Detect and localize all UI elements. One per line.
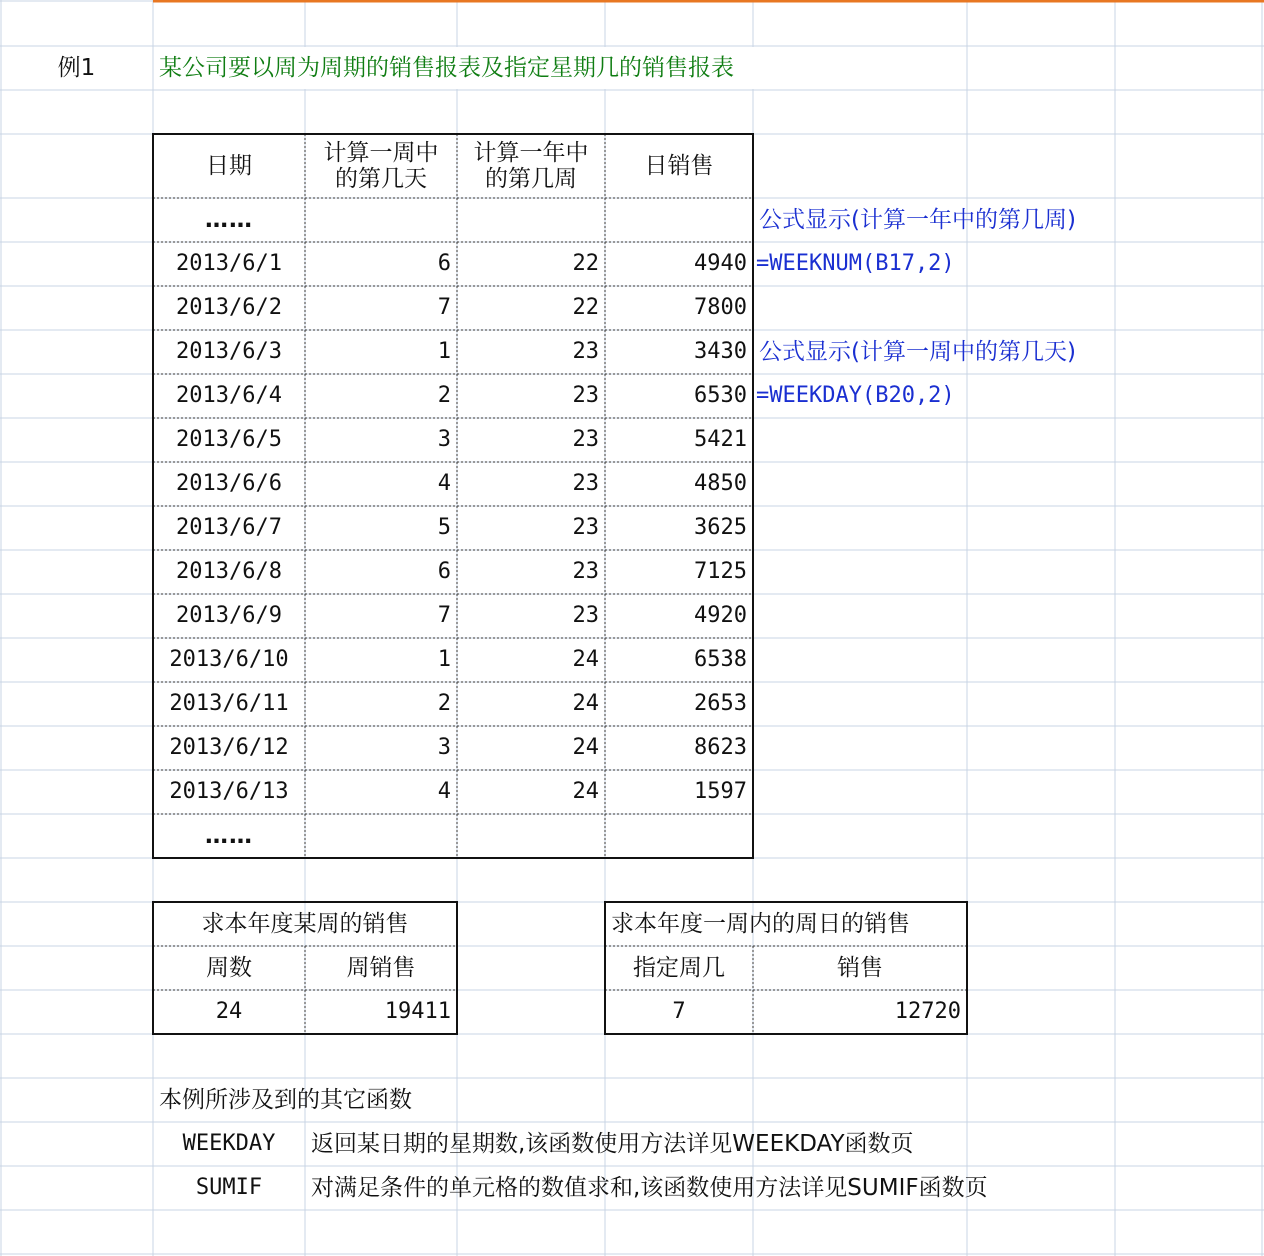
cell-sales[interactable]: 3625 (694, 515, 747, 541)
ellipsis-bottom[interactable]: …… (205, 822, 253, 849)
cell-sales[interactable]: 3430 (694, 339, 747, 365)
cell-weekday[interactable]: 6 (437, 559, 451, 585)
cell-weekday[interactable]: 1 (437, 647, 451, 673)
week-summary-sales-value[interactable]: 19411 (384, 999, 451, 1025)
cell-date[interactable]: 2013/6/8 (176, 559, 282, 585)
function-name-weekday[interactable]: WEEKDAY (182, 1131, 276, 1157)
cell-sales[interactable]: 2653 (694, 691, 747, 717)
cell-weeknum[interactable]: 22 (572, 251, 599, 277)
cell-weeknum[interactable]: 24 (572, 691, 599, 717)
header-weekday[interactable] (305, 134, 457, 198)
week-summary-title[interactable]: 求本年度某周的销售 (201, 910, 409, 937)
week-summary-week-value[interactable]: 24 (215, 999, 243, 1025)
function-name-sumif[interactable]: SUMIF (195, 1175, 263, 1201)
cell-sales[interactable]: 6530 (694, 383, 747, 409)
function-desc-sumif[interactable]: 对满足条件的单元格的数值求和,该函数使用方法详见SUMIF函数页 (311, 1174, 988, 1201)
week-summary-col-week[interactable]: 周数 (206, 954, 252, 981)
sheet-title[interactable]: 某公司要以周为周期的销售报表及指定星期几的销售报表 (159, 54, 734, 81)
cell-weekday[interactable]: 1 (437, 339, 451, 365)
cell-weeknum[interactable]: 23 (572, 559, 599, 585)
day-summary-sales-value[interactable]: 12720 (894, 999, 961, 1025)
cell-weekday[interactable]: 5 (437, 515, 451, 541)
cell-weekday[interactable]: 7 (437, 603, 451, 629)
cell-date[interactable]: 2013/6/6 (176, 471, 282, 497)
cell-sales[interactable]: 4920 (694, 603, 747, 629)
cell-sales[interactable]: 4940 (694, 251, 747, 277)
cell-weeknum[interactable]: 24 (572, 647, 599, 673)
header-sales[interactable]: 日销售 (644, 152, 714, 179)
cell-weekday[interactable]: 6 (437, 251, 451, 277)
day-summary-col-sales[interactable]: 销售 (837, 954, 883, 981)
weekday-formula[interactable]: =WEEKDAY(B20,2) (756, 383, 955, 409)
header-weekday-line1: 计算一周中 (323, 139, 439, 166)
header-date[interactable]: 日期 (206, 152, 252, 179)
header-weeknum-line1: 计算一年中 (473, 139, 589, 166)
ellipsis-top[interactable]: …… (205, 206, 253, 233)
cell-weekday[interactable]: 4 (437, 779, 451, 805)
cell-date[interactable]: 2013/6/7 (176, 515, 282, 541)
cell-date[interactable]: 2013/6/13 (169, 779, 289, 805)
header-weekday-line2: 的第几天 (335, 166, 427, 192)
week-summary-col-sales[interactable]: 周销售 (346, 954, 416, 981)
functions-heading[interactable]: 本例所涉及到的其它函数 (159, 1086, 412, 1113)
cell-date[interactable]: 2013/6/1 (176, 251, 282, 277)
cell-date[interactable]: 2013/6/3 (176, 339, 282, 365)
cell-weeknum[interactable]: 23 (572, 603, 599, 629)
cell-date[interactable]: 2013/6/12 (169, 735, 289, 761)
cell-weeknum[interactable]: 24 (572, 735, 599, 761)
cell-weeknum[interactable]: 22 (572, 295, 599, 321)
day-summary-weekday-value[interactable]: 7 (672, 999, 686, 1025)
cell-weeknum[interactable]: 23 (572, 427, 599, 453)
cell-sales[interactable]: 4850 (694, 471, 747, 497)
cell-weeknum[interactable]: 23 (572, 515, 599, 541)
header-weeknum-line2: 的第几周 (485, 166, 577, 192)
cell-weeknum[interactable]: 23 (572, 383, 599, 409)
cell-date[interactable]: 2013/6/5 (176, 427, 282, 453)
cell-date[interactable]: 2013/6/10 (169, 647, 289, 673)
cell-weekday[interactable]: 3 (437, 735, 451, 761)
cell-weeknum[interactable]: 23 (572, 339, 599, 365)
cell-sales[interactable]: 8623 (694, 735, 747, 761)
cell-date[interactable]: 2013/6/11 (169, 691, 289, 717)
cell-sales[interactable]: 6538 (694, 647, 747, 673)
weeknum-formula-caption[interactable]: 公式显示(计算一年中的第几周) (759, 206, 1076, 233)
cell-weekday[interactable]: 3 (437, 427, 451, 453)
cell-sales[interactable]: 7125 (694, 559, 747, 585)
cell-weekday[interactable]: 4 (437, 471, 451, 497)
cell-date[interactable]: 2013/6/9 (176, 603, 282, 629)
function-desc-weekday[interactable]: 返回某日期的星期数,该函数使用方法详见WEEKDAY函数页 (311, 1130, 914, 1157)
cell-date[interactable]: 2013/6/2 (176, 295, 282, 321)
weekday-formula-caption[interactable]: 公式显示(计算一周中的第几天) (759, 338, 1076, 365)
cell-weeknum[interactable]: 24 (572, 779, 599, 805)
cell-weekday[interactable]: 2 (437, 691, 451, 717)
cell-weekday[interactable]: 2 (437, 383, 451, 409)
cell-weeknum[interactable]: 23 (572, 471, 599, 497)
weeknum-formula[interactable]: =WEEKNUM(B17,2) (756, 251, 955, 277)
day-summary-col-weekday[interactable]: 指定周几 (633, 954, 725, 981)
cell-weekday[interactable]: 7 (437, 295, 451, 321)
cell-sales[interactable]: 5421 (694, 427, 747, 453)
day-summary-title[interactable]: 求本年度一周内的周日的销售 (611, 910, 910, 937)
example-label[interactable]: 例1 (57, 54, 96, 81)
cell-sales[interactable]: 7800 (694, 295, 747, 321)
header-weeknum[interactable] (457, 134, 605, 198)
cell-date[interactable]: 2013/6/4 (176, 383, 282, 409)
cell-sales[interactable]: 1597 (694, 779, 747, 805)
